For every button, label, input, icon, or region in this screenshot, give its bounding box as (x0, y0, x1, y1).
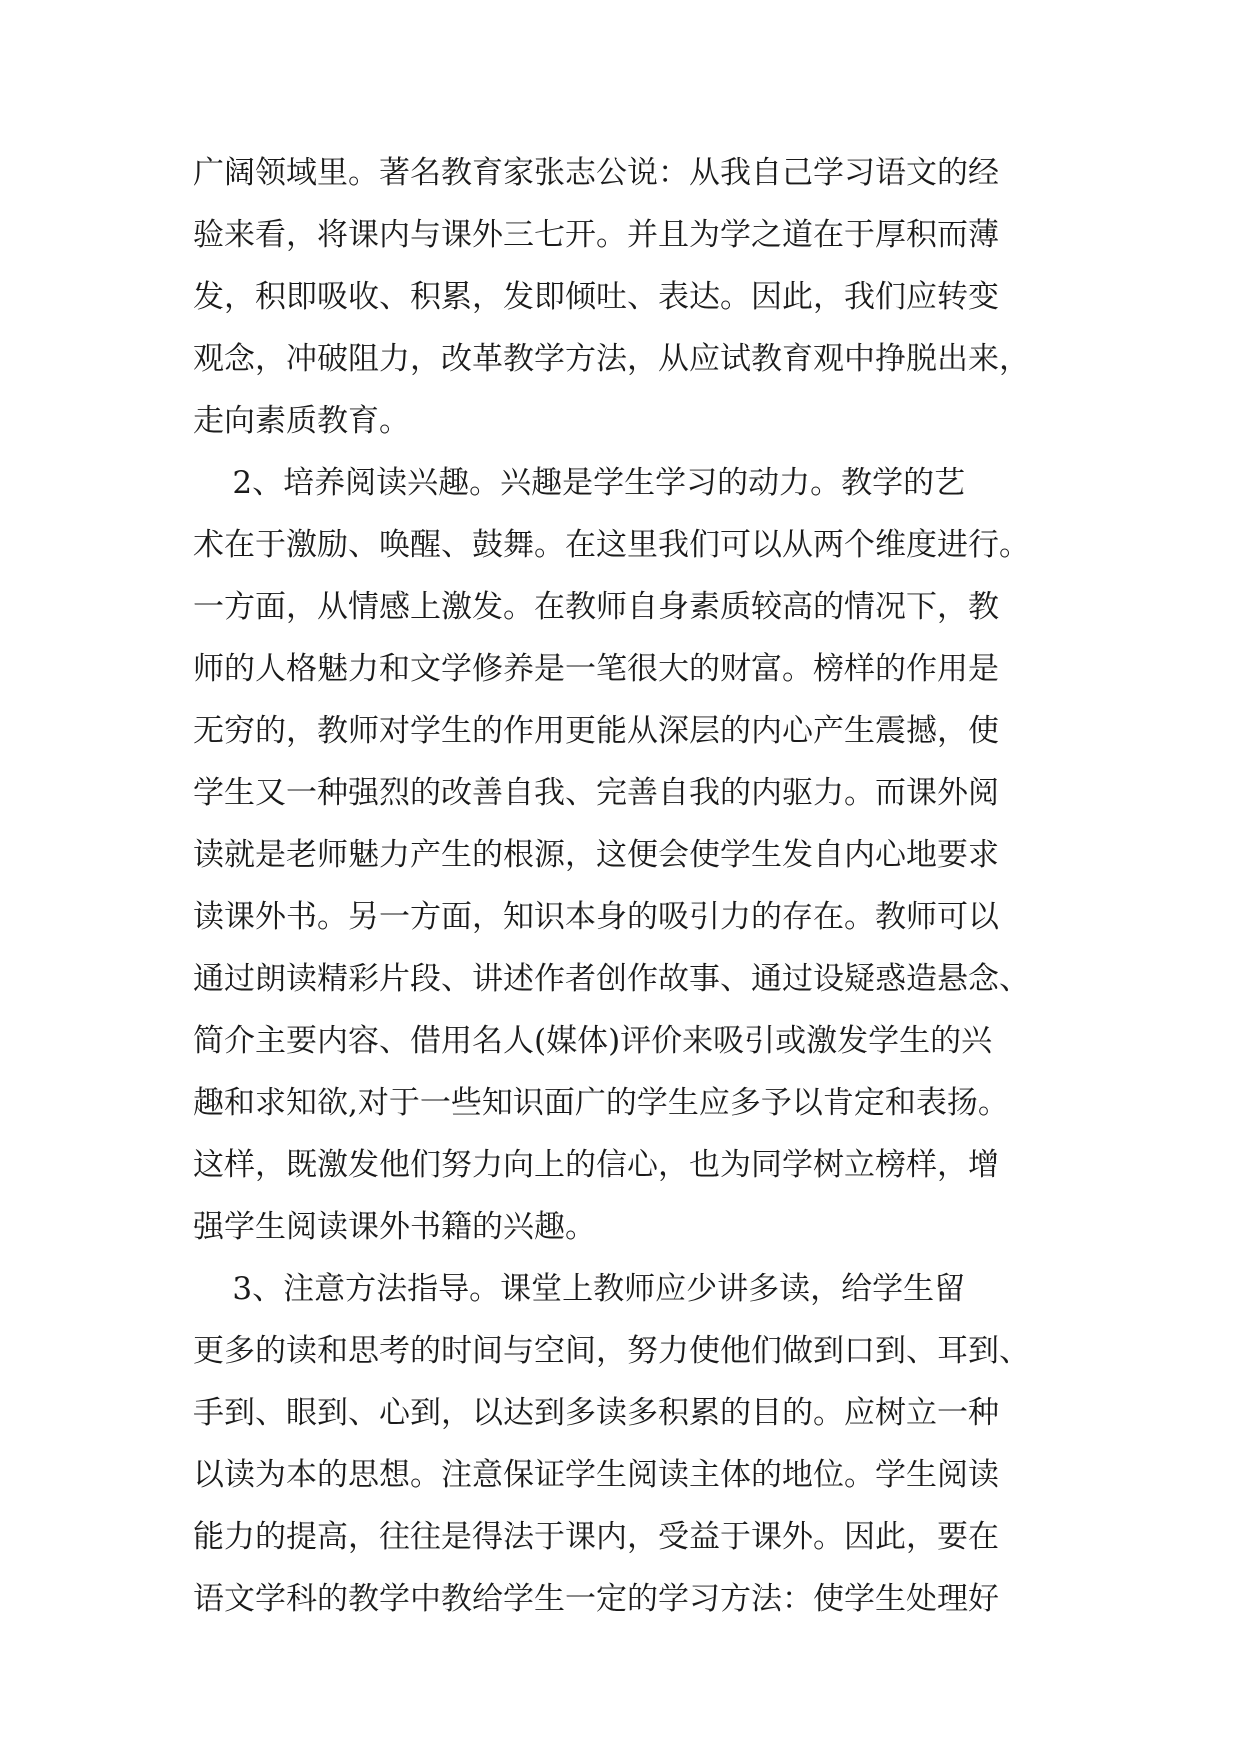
text-line: 走向素质教育。 (193, 403, 410, 439)
text-line: 2、培养阅读兴趣。兴趣是学生学习的动力。教学的艺 (193, 465, 966, 501)
text-line: 广阔领域里。著名教育家张志公说：从我自己学习语文的经 (193, 155, 999, 191)
text-line: 语文学科的教学中教给学生一定的学习方法：使学生处理好 (193, 1581, 999, 1617)
text-line: 学生又一种强烈的改善自我、完善自我的内驱力。而课外阅 (193, 775, 999, 811)
text-line: 发，积即吸收、积累，发即倾吐、表达。因此，我们应转变 (193, 279, 999, 315)
text-line: 一方面，从情感上激发。在教师自身素质较高的情况下，教 (193, 589, 999, 625)
text-line: 手到、眼到、心到，以达到多读多积累的目的。应树立一种 (193, 1395, 999, 1431)
text-line: 验来看，将课内与课外三七开。并且为学之道在于厚积而薄 (193, 217, 999, 253)
text-line: 读课外书。另一方面，知识本身的吸引力的存在。教师可以 (193, 899, 999, 935)
text-line: 通过朗读精彩片段、讲述作者创作故事、通过设疑惑造悬念、 (193, 961, 1030, 997)
text-line: 趣和求知欲,对于一些知识面广的学生应多予以肯定和表扬。 (193, 1085, 1009, 1121)
text-line: 读就是老师魅力产生的根源，这便会使学生发自内心地要求 (193, 837, 999, 873)
text-line: 这样，既激发他们努力向上的信心，也为同学树立榜样，增 (193, 1147, 999, 1183)
text-line: 术在于激励、唤醒、鼓舞。在这里我们可以从两个维度进行。 (193, 527, 1030, 563)
text-line: 3、注意方法指导。课堂上教师应少讲多读，给学生留 (193, 1271, 966, 1307)
text-line: 以读为本的思想。注意保证学生阅读主体的地位。学生阅读 (193, 1457, 999, 1493)
body-text (193, 142, 1053, 1630)
text-line: 无穷的，教师对学生的作用更能从深层的内心产生震撼，使 (193, 713, 999, 749)
text-line: 能力的提高，往往是得法于课内，受益于课外。因此，要在 (193, 1519, 999, 1555)
text-line: 强学生阅读课外书籍的兴趣。 (193, 1209, 596, 1245)
text-line: 师的人格魅力和文学修养是一笔很大的财富。榜样的作用是 (193, 651, 999, 687)
text-line: 更多的读和思考的时间与空间，努力使他们做到口到、耳到、 (193, 1333, 1030, 1369)
text-line: 观念，冲破阻力，改革教学方法，从应试教育观中挣脱出来， (193, 341, 1030, 377)
text-line: 简介主要内容、借用名人(媒体)评价来吸引或激发学生的兴 (193, 1023, 993, 1059)
